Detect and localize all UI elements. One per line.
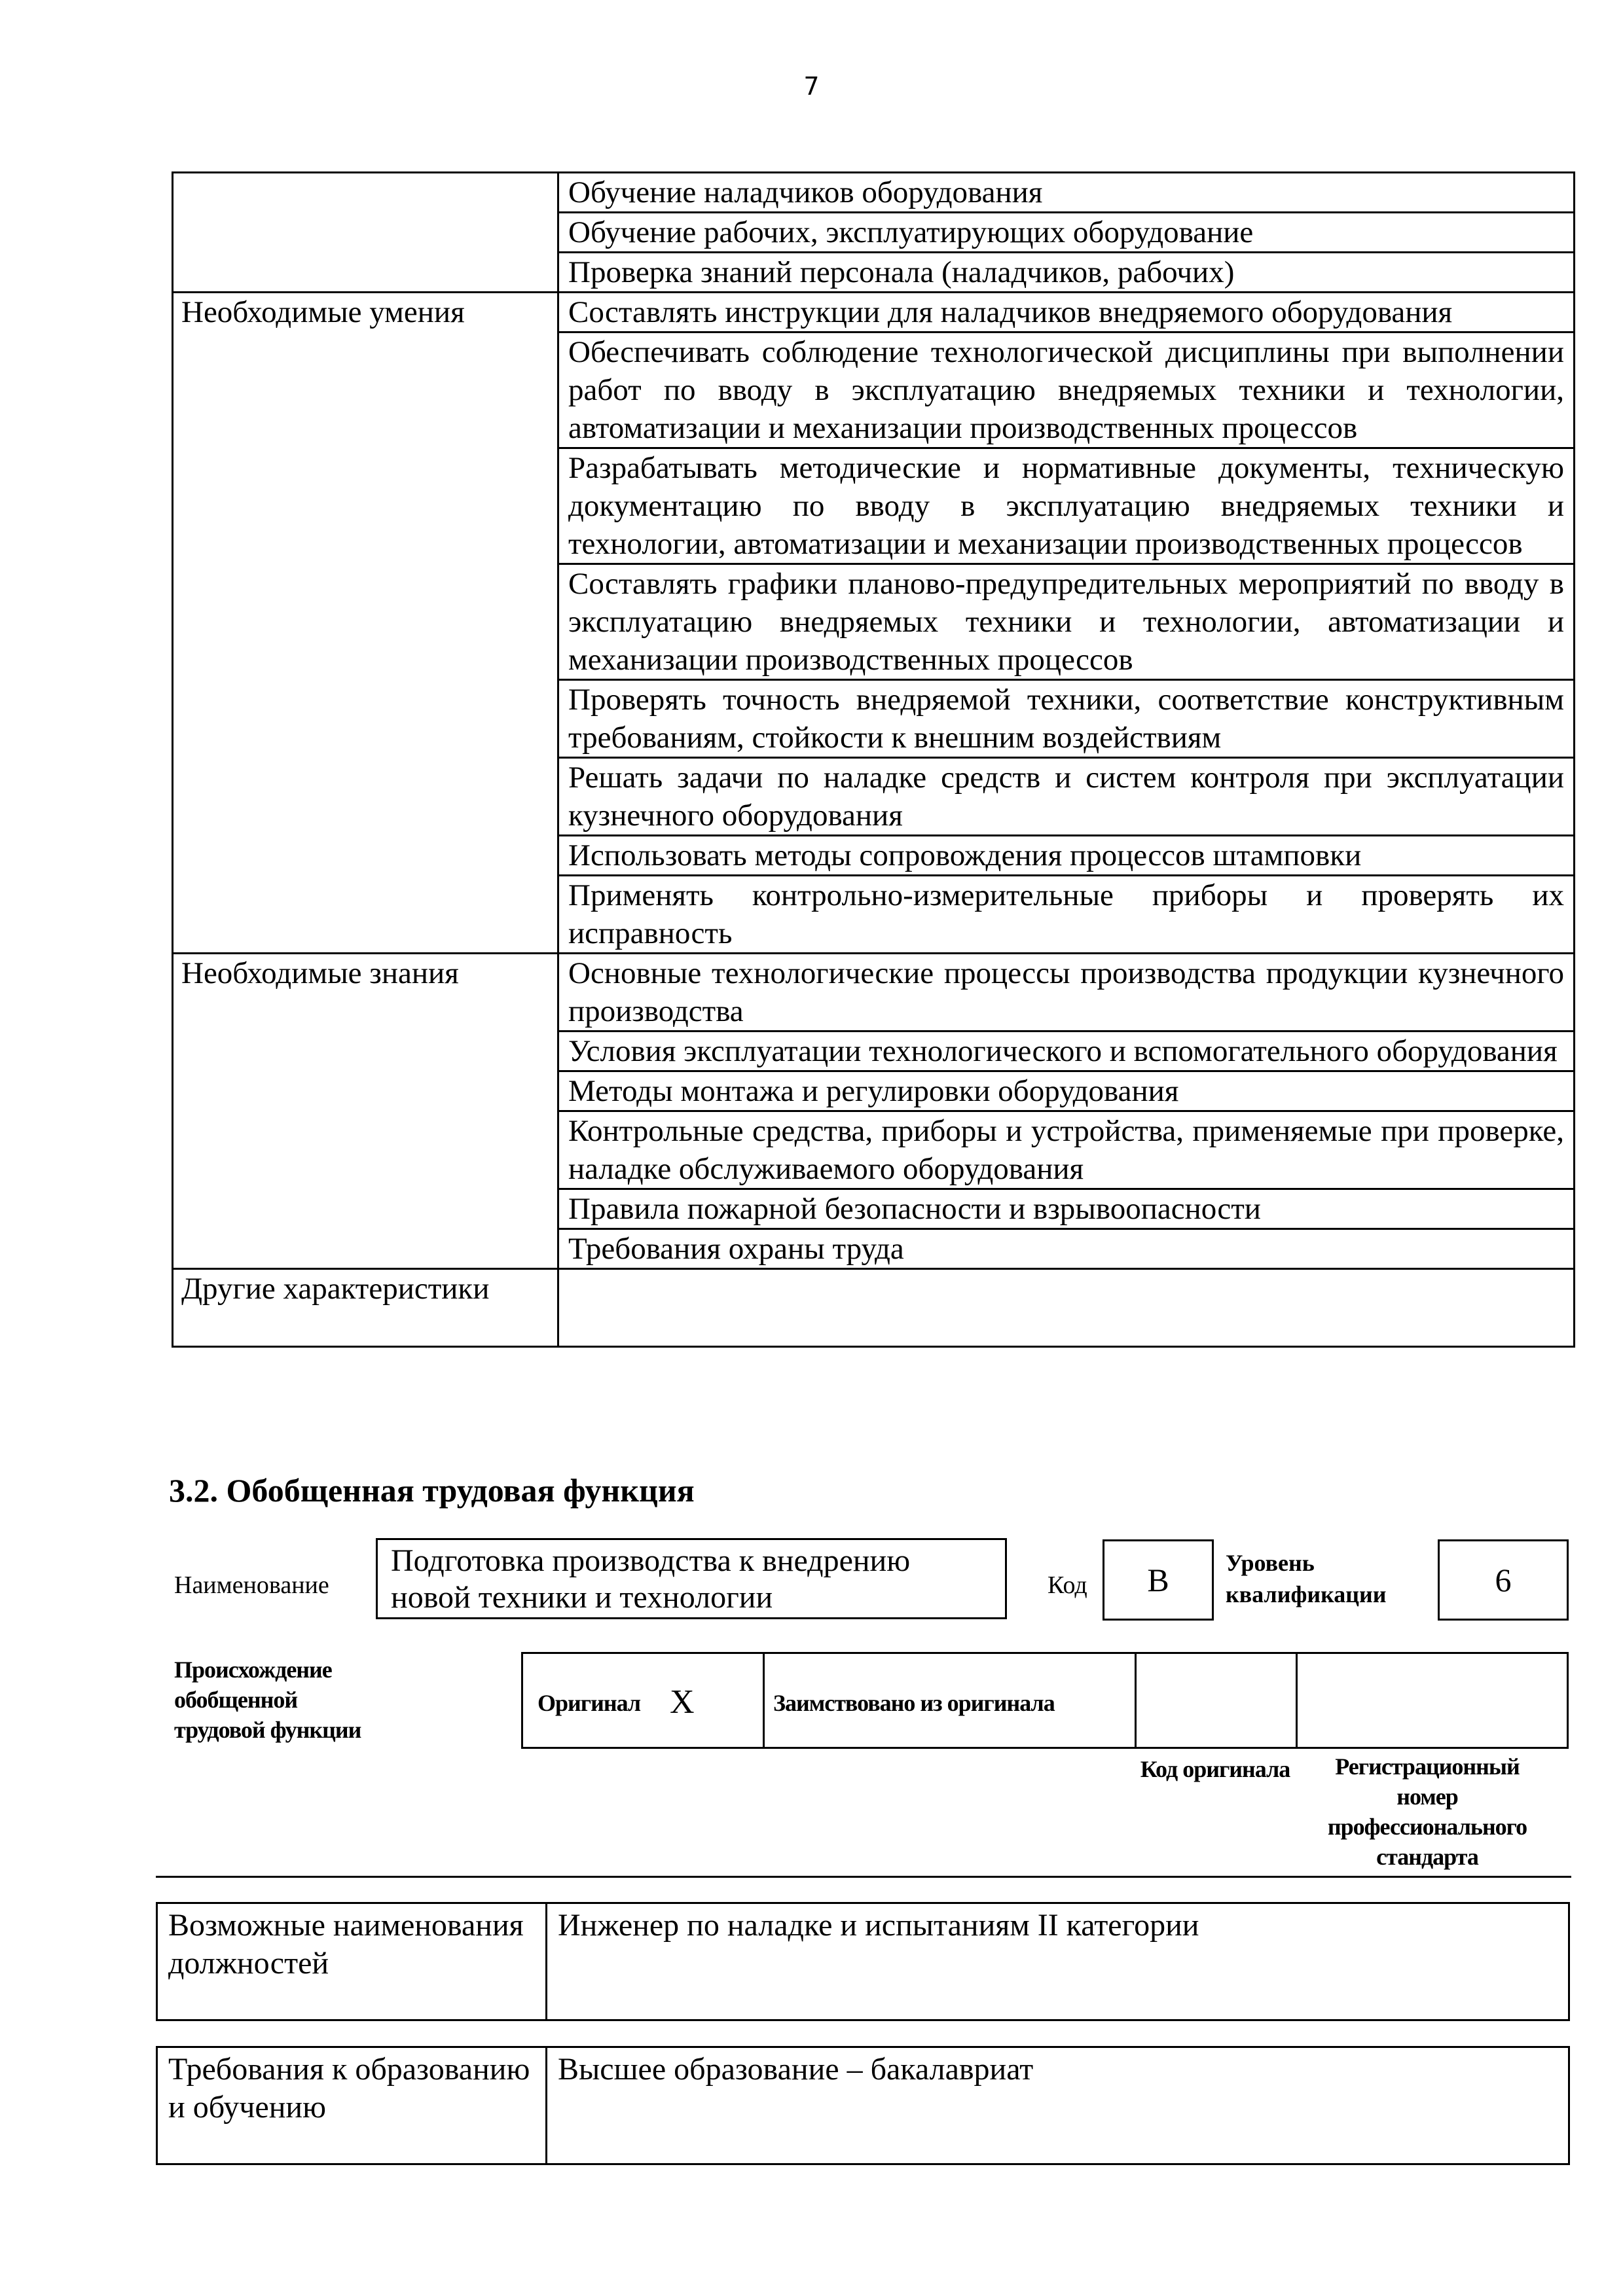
row-value: Проверка знаний персонала (наладчиков, рабочих) — [558, 253, 1575, 293]
row-value: Условия эксплуатации технологического и вспомогательного оборудования — [558, 1031, 1575, 1071]
name-label: Наименование — [174, 1571, 329, 1599]
origin-label: Происхождение обобщенной трудовой функции — [174, 1657, 361, 1743]
row-value: Обучение рабочих, эксплуатирующих оборудование — [558, 213, 1575, 253]
level-box — [1438, 1539, 1569, 1621]
row-value: Разрабатывать методические и нормативные документы, техническую документацию по вводу в эксплуатацию внедряемых техники и технологии, автоматизации и механизации производственных процессов — [558, 448, 1575, 564]
other-characteristics-value — [558, 1269, 1575, 1347]
row-value: Составлять инструкции для наладчиков внедряемого оборудования — [558, 293, 1575, 332]
table-row — [173, 173, 1575, 213]
row-value: Требования охраны труда — [558, 1229, 1575, 1269]
origin-divider-1 — [763, 1654, 765, 1747]
row-value: Основные технологические процессы производства продукции кузнечного производства — [558, 954, 1575, 1031]
education-label: Требования к образованию и обучению — [157, 2047, 547, 2164]
table-row — [173, 1269, 1575, 1347]
table-row — [173, 954, 1575, 1031]
row-value: Обеспечивать соблюдение технологической дисциплины при выполнении работ по вводу в эксплуатацию внедряемых техники и технологии, автоматизации и механизации производственных процессов — [558, 332, 1575, 448]
other-characteristics-label: Другие характеристики — [173, 1269, 558, 1347]
row-value: Решать задачи по наладке средств и систем контроля при эксплуатации кузнечного оборудования — [558, 758, 1575, 836]
positions-label: Возможные наименования должностей — [157, 1903, 547, 2020]
row-value: Контрольные средства, приборы и устройства, применяемые при проверке, наладке обслуживаемого оборудования — [558, 1111, 1575, 1189]
row-value: Правила пожарной безопасности и взрывоопасности — [558, 1189, 1575, 1229]
row-value: Обучение наладчиков оборудования — [558, 173, 1575, 213]
level-value: 6 — [1495, 1562, 1512, 1598]
code-original-caption: Код оригинала — [1140, 1756, 1290, 1782]
origin-divider-3 — [1296, 1654, 1298, 1747]
function-name-box — [376, 1538, 1007, 1619]
code-box — [1103, 1539, 1214, 1621]
borrowed-label: Заимствовано из оригинала — [773, 1690, 1055, 1716]
separator-line — [156, 1876, 1571, 1878]
function-name-value: Подготовка производства к внедрению новой техники и технологии — [391, 1543, 911, 1615]
row-value: Методы монтажа и регулировки оборудования — [558, 1071, 1575, 1111]
positions-table — [156, 1902, 1570, 2021]
level-label: Уровень квалификации — [1226, 1550, 1387, 1607]
origin-divider-2 — [1135, 1654, 1137, 1747]
education-table — [156, 2046, 1570, 2165]
table-row — [173, 293, 1575, 332]
row-group-label: Необходимые знания — [173, 954, 558, 1269]
competency-table — [172, 171, 1575, 1348]
original-label: Оригинал — [538, 1690, 641, 1716]
row-value: Составлять графики планово-предупредительных мероприятий по вводу в эксплуатацию внедряемых техники и технологии, автоматизации и механизации производственных процессов — [558, 564, 1575, 680]
row-group-label-empty — [173, 173, 558, 293]
row-value: Проверять точность внедряемой техники, соответствие конструктивным требованиям, стойкости к внешним воздействиям — [558, 680, 1575, 758]
code-label: Код — [1048, 1571, 1087, 1599]
row-value: Использовать методы сопровождения процессов штамповки — [558, 836, 1575, 876]
original-mark: X — [670, 1683, 695, 1721]
reg-number-caption: Регистрационный номер профессионального стандарта — [1327, 1753, 1527, 1870]
positions-value: Инженер по наладке и испытаниям II категории — [547, 1903, 1569, 2020]
origin-box — [521, 1652, 1569, 1749]
row-value: Применять контрольно-измерительные приборы и проверять их исправность — [558, 876, 1575, 954]
education-value: Высшее образование – бакалавриат — [547, 2047, 1569, 2164]
page-number: 7 — [803, 72, 820, 101]
section-heading: 3.2. Обобщенная трудовая функция — [169, 1472, 695, 1509]
code-value: B — [1147, 1562, 1169, 1598]
row-group-label: Необходимые умения — [173, 293, 558, 954]
